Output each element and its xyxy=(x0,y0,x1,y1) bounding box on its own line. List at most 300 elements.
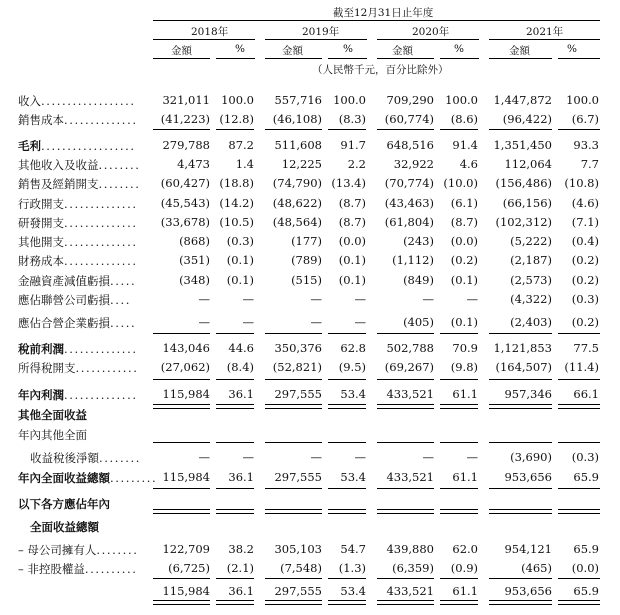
amount-cell: (351) xyxy=(179,253,210,267)
col-rule xyxy=(216,58,255,59)
total-double-rule xyxy=(558,404,600,409)
row-label xyxy=(18,157,141,173)
row-label xyxy=(18,496,110,512)
row-label-text: 銷售成本 xyxy=(18,113,64,127)
pct-header: % xyxy=(235,43,245,55)
amount-cell: 115,984 xyxy=(162,387,210,401)
amount-cell: — xyxy=(422,450,434,464)
pct-cell: 61.1 xyxy=(452,470,478,484)
amount-cell: 112,064 xyxy=(504,157,552,171)
amount-cell: 648,516 xyxy=(386,138,434,152)
amount-cell: (96,422) xyxy=(502,112,552,126)
amount-cell: (70,774) xyxy=(384,176,434,190)
pct-cell: — xyxy=(354,292,366,306)
subtotal-rule xyxy=(265,442,322,443)
pct-cell: — xyxy=(466,450,478,464)
pct-cell: (0.3) xyxy=(226,234,254,248)
row-label xyxy=(18,427,87,443)
col-rule xyxy=(377,58,434,59)
pct-cell: (0.1) xyxy=(338,253,366,267)
total-double-rule xyxy=(558,509,600,514)
amount-cell: (60,427) xyxy=(160,176,210,190)
amount-cell: (61,804) xyxy=(384,215,434,229)
total-double-rule xyxy=(216,600,254,605)
pct-cell: 53.4 xyxy=(340,387,366,401)
amount-cell: (849) xyxy=(403,273,434,287)
amount-cell: (48,564) xyxy=(272,215,322,229)
amount-cell: 115,984 xyxy=(162,584,210,598)
amount-cell: (27,062) xyxy=(160,360,210,374)
pct-cell: (0.0) xyxy=(571,561,599,575)
row-label-text: 所得稅開支 xyxy=(18,361,76,375)
pct-cell: (9.5) xyxy=(338,360,366,374)
pct-cell: 53.4 xyxy=(340,584,366,598)
subtotal-rule xyxy=(558,488,600,489)
row-label-text: 財務成本 xyxy=(18,254,64,268)
amount-cell: (43,463) xyxy=(384,196,434,210)
period-header: 截至12月31日止年度 xyxy=(333,7,434,19)
subtotal-rule xyxy=(489,379,552,380)
amount-cell: (7,548) xyxy=(280,561,322,575)
amount-cell: 350,376 xyxy=(274,341,322,355)
leader-dots: .................. xyxy=(41,139,136,153)
col-rule xyxy=(440,58,479,59)
amount-cell: (69,267) xyxy=(384,360,434,374)
total-double-rule xyxy=(558,600,600,605)
row-label-text: 年內其他全面 xyxy=(18,428,87,442)
row-label xyxy=(18,234,138,250)
pct-cell: (0.1) xyxy=(338,273,366,287)
row-label xyxy=(18,273,136,289)
total-double-rule xyxy=(328,509,366,514)
amount-cell: 953,656 xyxy=(504,584,552,598)
amount-cell: (46,108) xyxy=(272,112,322,126)
amount-cell: 709,290 xyxy=(386,93,434,107)
pct-cell: (0.3) xyxy=(571,292,599,306)
leader-dots: ........ xyxy=(98,158,141,172)
subtotal-rule xyxy=(216,578,254,579)
leader-dots: .............. xyxy=(64,342,138,356)
pct-cell: (0.2) xyxy=(571,315,599,329)
pct-cell: 61.1 xyxy=(452,584,478,598)
subtotal-rule xyxy=(440,488,478,489)
subtotal-rule xyxy=(216,379,254,380)
subtotal-rule xyxy=(489,333,552,334)
year-header-2021: 2021年 xyxy=(526,26,564,38)
pct-cell: 91.4 xyxy=(452,138,478,152)
amount-cell: — xyxy=(310,292,322,306)
leader-dots: ............ xyxy=(75,361,139,375)
amount-cell: (102,312) xyxy=(495,215,552,229)
pct-cell: (9.8) xyxy=(450,360,478,374)
row-label-text: 年內全面收益總額 xyxy=(18,471,110,485)
pct-cell: (4.6) xyxy=(571,196,599,210)
pct-cell: (6.1) xyxy=(450,196,478,210)
row-label-text: 年內利潤 xyxy=(18,388,64,402)
amount-cell: (41,223) xyxy=(160,112,210,126)
pct-cell: — xyxy=(242,450,254,464)
pct-cell: (11.4) xyxy=(564,360,599,374)
subtotal-rule xyxy=(265,333,322,334)
amount-cell: (2,187) xyxy=(510,253,552,267)
pct-cell: (0.9) xyxy=(450,561,478,575)
subtotal-rule xyxy=(377,333,434,334)
pct-cell: (8.6) xyxy=(450,112,478,126)
amount-cell: — xyxy=(310,315,322,329)
pct-cell: — xyxy=(354,450,366,464)
pct-cell: 61.1 xyxy=(452,387,478,401)
row-label xyxy=(18,360,139,376)
amount-cell: — xyxy=(198,450,210,464)
total-double-rule xyxy=(153,509,210,514)
amount-cell: (2,403) xyxy=(510,315,552,329)
amount-cell: 4,473 xyxy=(177,157,210,171)
amount-cell: 143,046 xyxy=(162,341,210,355)
amount-cell: (6,725) xyxy=(168,561,210,575)
row-label xyxy=(18,387,138,403)
subtotal-rule xyxy=(489,442,552,443)
subtotal-rule xyxy=(440,442,478,443)
pct-cell: 2.2 xyxy=(347,157,366,171)
row-label-text: – 非控股權益 xyxy=(18,562,85,576)
row-label-text: 毛利 xyxy=(18,139,41,153)
subtotal-rule xyxy=(440,129,478,130)
amount-cell: (348) xyxy=(179,273,210,287)
row-label-text: 行政開支 xyxy=(18,197,64,211)
row-label xyxy=(18,215,138,231)
row-label-text: 全面收益總額 xyxy=(30,520,99,534)
pct-cell: 1.4 xyxy=(235,157,254,171)
pct-cell: 100.0 xyxy=(566,93,599,107)
amount-cell: 297,555 xyxy=(274,387,322,401)
leader-dots: .............. xyxy=(64,388,138,402)
period-rule xyxy=(153,20,600,21)
total-double-rule xyxy=(440,600,478,605)
leader-dots: ..... xyxy=(110,316,137,330)
subtotal-rule xyxy=(153,578,210,579)
amount-cell: 279,788 xyxy=(162,138,210,152)
pct-cell: (0.2) xyxy=(571,273,599,287)
pct-cell: 93.3 xyxy=(573,138,599,152)
subtotal-rule xyxy=(489,129,552,130)
subtotal-rule xyxy=(558,379,600,380)
row-label xyxy=(18,93,136,109)
pct-cell: (10.0) xyxy=(443,176,478,190)
subtotal-rule xyxy=(558,442,600,443)
amount-cell: 502,788 xyxy=(386,341,434,355)
row-label-text: 稅前利潤 xyxy=(18,342,64,356)
total-double-rule xyxy=(489,404,552,409)
amount-cell: (465) xyxy=(521,561,552,575)
row-label xyxy=(18,542,138,558)
row-label-text: 銷售及經銷開支 xyxy=(18,177,99,191)
amount-cell: (3,690) xyxy=(510,450,552,464)
total-double-rule xyxy=(489,509,552,514)
subtotal-rule xyxy=(216,488,254,489)
row-label xyxy=(18,315,136,331)
pct-cell: — xyxy=(354,315,366,329)
total-double-rule xyxy=(265,509,322,514)
pct-cell: 65.9 xyxy=(573,542,599,556)
amount-cell: 122,709 xyxy=(162,542,210,556)
subtotal-rule xyxy=(440,578,478,579)
row-label xyxy=(18,196,138,212)
subtotal-rule xyxy=(265,488,322,489)
amount-cell: — xyxy=(310,450,322,464)
subtotal-rule xyxy=(328,129,366,130)
amount-cell: 433,521 xyxy=(386,387,434,401)
leader-dots: .... xyxy=(110,293,132,307)
amount-cell: (74,790) xyxy=(272,176,322,190)
subtotal-rule xyxy=(153,442,210,443)
subtotal-rule xyxy=(558,333,600,334)
amount-cell: 1,351,450 xyxy=(493,138,552,152)
total-double-rule xyxy=(265,404,322,409)
row-label-text: 收益稅後淨額 xyxy=(30,451,99,465)
subtotal-rule xyxy=(216,129,254,130)
pct-cell: — xyxy=(242,315,254,329)
amount-cell: (5,222) xyxy=(510,234,552,248)
row-label-text: 研發開支 xyxy=(18,216,64,230)
row-label-text: 應佔合營企業虧損 xyxy=(18,316,110,330)
col-rule xyxy=(153,58,210,59)
row-label xyxy=(18,407,87,423)
pct-cell: (8.7) xyxy=(450,215,478,229)
subtotal-rule xyxy=(328,333,366,334)
total-double-rule xyxy=(377,509,434,514)
amount-cell: — xyxy=(422,292,434,306)
amount-cell: (48,622) xyxy=(272,196,322,210)
amount-cell: 1,121,853 xyxy=(493,341,552,355)
pct-cell: 38.2 xyxy=(228,542,254,556)
pct-cell: (0.2) xyxy=(571,253,599,267)
total-double-rule xyxy=(440,404,478,409)
amount-cell: (1,112) xyxy=(392,253,434,267)
leader-dots: .............. xyxy=(64,235,138,249)
subtotal-rule xyxy=(328,488,366,489)
pct-cell: (18.8) xyxy=(219,176,254,190)
row-label-text: – 母公司擁有人 xyxy=(18,543,97,557)
pct-cell: 54.7 xyxy=(340,542,366,556)
pct-cell: (14.2) xyxy=(219,196,254,210)
pct-cell: (13.4) xyxy=(331,176,366,190)
subtotal-rule xyxy=(489,488,552,489)
row-label xyxy=(18,561,137,577)
pct-cell: 36.1 xyxy=(228,387,254,401)
row-label-text: 其他收入及收益 xyxy=(18,158,99,172)
pct-cell: (1.3) xyxy=(338,561,366,575)
pct-cell: 87.2 xyxy=(228,138,254,152)
amount-cell: (243) xyxy=(403,234,434,248)
total-double-rule xyxy=(440,509,478,514)
col-rule xyxy=(328,58,367,59)
amount-cell: (60,774) xyxy=(384,112,434,126)
pct-header: % xyxy=(343,43,353,55)
leader-dots: .............. xyxy=(64,197,138,211)
subtotal-rule xyxy=(489,578,552,579)
row-label-text: 其他開支 xyxy=(18,235,64,249)
subtotal-rule xyxy=(440,379,478,380)
pct-cell: (0.1) xyxy=(226,273,254,287)
amount-header: 金額 xyxy=(392,45,413,57)
pct-cell: 7.7 xyxy=(580,157,599,171)
row-label-text: 其他全面收益 xyxy=(18,408,87,422)
total-double-rule xyxy=(153,404,210,409)
leader-dots: .............. xyxy=(64,254,138,268)
pct-cell: 65.9 xyxy=(573,470,599,484)
pct-cell: (0.1) xyxy=(450,315,478,329)
amount-cell: (156,486) xyxy=(495,176,552,190)
leader-dots: .............. xyxy=(64,113,138,127)
amount-cell: 1,447,872 xyxy=(493,93,552,107)
pct-cell: (0.0) xyxy=(450,234,478,248)
year-rule-2018 xyxy=(153,39,255,40)
subtotal-rule xyxy=(328,578,366,579)
pct-cell: (10.5) xyxy=(219,215,254,229)
subtotal-rule xyxy=(153,333,210,334)
amount-cell: (52,821) xyxy=(272,360,322,374)
row-label xyxy=(30,519,99,535)
subtotal-rule xyxy=(328,379,366,380)
pct-cell: (0.3) xyxy=(571,450,599,464)
year-header-2019: 2019年 xyxy=(302,26,340,38)
row-label xyxy=(30,450,141,466)
subtotal-rule xyxy=(265,129,322,130)
amount-cell: (4,322) xyxy=(510,292,552,306)
pct-cell: (7.1) xyxy=(571,215,599,229)
amount-cell: 115,984 xyxy=(162,470,210,484)
pct-cell: (0.1) xyxy=(226,253,254,267)
pct-cell: (10.8) xyxy=(564,176,599,190)
amount-cell: 32,922 xyxy=(393,157,434,171)
year-rule-2019 xyxy=(265,39,367,40)
pct-cell: (0.4) xyxy=(571,234,599,248)
pct-cell: 91.7 xyxy=(340,138,366,152)
pct-cell: (6.7) xyxy=(571,112,599,126)
amount-cell: 12,225 xyxy=(281,157,322,171)
amount-header: 金額 xyxy=(171,45,192,57)
row-label-text: 收入 xyxy=(18,94,41,108)
pct-cell: (0.1) xyxy=(450,273,478,287)
subtotal-rule xyxy=(558,578,600,579)
subtotal-rule xyxy=(328,442,366,443)
amount-cell: (789) xyxy=(291,253,322,267)
pct-cell: (8.4) xyxy=(226,360,254,374)
leader-dots: ..... xyxy=(110,274,137,288)
subtotal-rule xyxy=(377,129,434,130)
pct-cell: (12.8) xyxy=(219,112,254,126)
col-rule xyxy=(265,58,322,59)
total-double-rule xyxy=(377,600,434,605)
row-label xyxy=(18,176,141,192)
total-double-rule xyxy=(489,600,552,605)
pct-cell: 100.0 xyxy=(221,93,254,107)
amount-cell: 954,121 xyxy=(504,542,552,556)
pct-cell: 100.0 xyxy=(333,93,366,107)
amount-cell: (6,359) xyxy=(392,561,434,575)
subtotal-rule xyxy=(440,333,478,334)
pct-cell: 44.6 xyxy=(228,341,254,355)
pct-cell: (2.1) xyxy=(226,561,254,575)
amount-cell: 321,011 xyxy=(162,93,210,107)
row-label xyxy=(18,292,131,308)
pct-cell: 53.4 xyxy=(340,470,366,484)
subtotal-rule xyxy=(377,379,434,380)
pct-header: % xyxy=(567,43,577,55)
amount-cell: 433,521 xyxy=(386,470,434,484)
leader-dots: ........ xyxy=(99,451,142,465)
total-double-rule xyxy=(328,600,366,605)
amount-cell: (177) xyxy=(291,234,322,248)
amount-cell: (66,156) xyxy=(502,196,552,210)
total-double-rule xyxy=(265,600,322,605)
row-label xyxy=(18,253,138,269)
amount-header: 金額 xyxy=(509,45,530,57)
amount-cell: — xyxy=(198,292,210,306)
amount-cell: (868) xyxy=(179,234,210,248)
amount-cell: (33,678) xyxy=(160,215,210,229)
leader-dots: ......... xyxy=(110,471,158,485)
leader-dots: .............. xyxy=(64,216,138,230)
col-rule xyxy=(558,58,600,59)
amount-cell: (405) xyxy=(403,315,434,329)
subtotal-rule xyxy=(153,379,210,380)
year-rule-2020 xyxy=(377,39,479,40)
total-double-rule xyxy=(153,600,210,605)
pct-cell: 4.6 xyxy=(459,157,478,171)
leader-dots: ........ xyxy=(98,177,141,191)
pct-cell: 66.1 xyxy=(573,387,599,401)
amount-cell: 433,521 xyxy=(386,584,434,598)
amount-cell: 557,716 xyxy=(274,93,322,107)
row-label xyxy=(18,138,136,154)
subtotal-rule xyxy=(558,129,600,130)
pct-cell: 100.0 xyxy=(445,93,478,107)
col-rule xyxy=(489,58,552,59)
pct-cell: — xyxy=(466,292,478,306)
row-label-text: 以下各方應佔年內 xyxy=(18,497,110,511)
pct-cell: (8.7) xyxy=(338,196,366,210)
row-label xyxy=(18,112,138,128)
total-double-rule xyxy=(328,404,366,409)
leader-dots: ........ xyxy=(96,543,139,557)
subtotal-rule xyxy=(377,578,434,579)
total-double-rule xyxy=(216,509,254,514)
pct-cell: 77.5 xyxy=(573,341,599,355)
subtotal-rule xyxy=(265,578,322,579)
leader-dots: .......... xyxy=(84,562,138,576)
total-double-rule xyxy=(377,404,434,409)
amount-cell: (164,507) xyxy=(495,360,552,374)
pct-cell: 70.9 xyxy=(452,341,478,355)
amount-cell: 511,608 xyxy=(274,138,322,152)
subtotal-rule xyxy=(153,129,210,130)
subtotal-rule xyxy=(153,488,210,489)
pct-cell: (8.3) xyxy=(338,112,366,126)
subtotal-rule xyxy=(377,488,434,489)
row-label xyxy=(18,470,157,486)
row-label xyxy=(18,341,138,357)
subtotal-rule xyxy=(216,442,254,443)
pct-cell: — xyxy=(242,292,254,306)
amount-cell: 297,555 xyxy=(274,470,322,484)
amount-cell: 953,656 xyxy=(504,470,552,484)
amount-header: 金額 xyxy=(282,45,303,57)
subtotal-rule xyxy=(377,442,434,443)
pct-cell: 62.0 xyxy=(452,542,478,556)
year-header-2020: 2020年 xyxy=(412,26,450,38)
pct-cell: 36.1 xyxy=(228,584,254,598)
